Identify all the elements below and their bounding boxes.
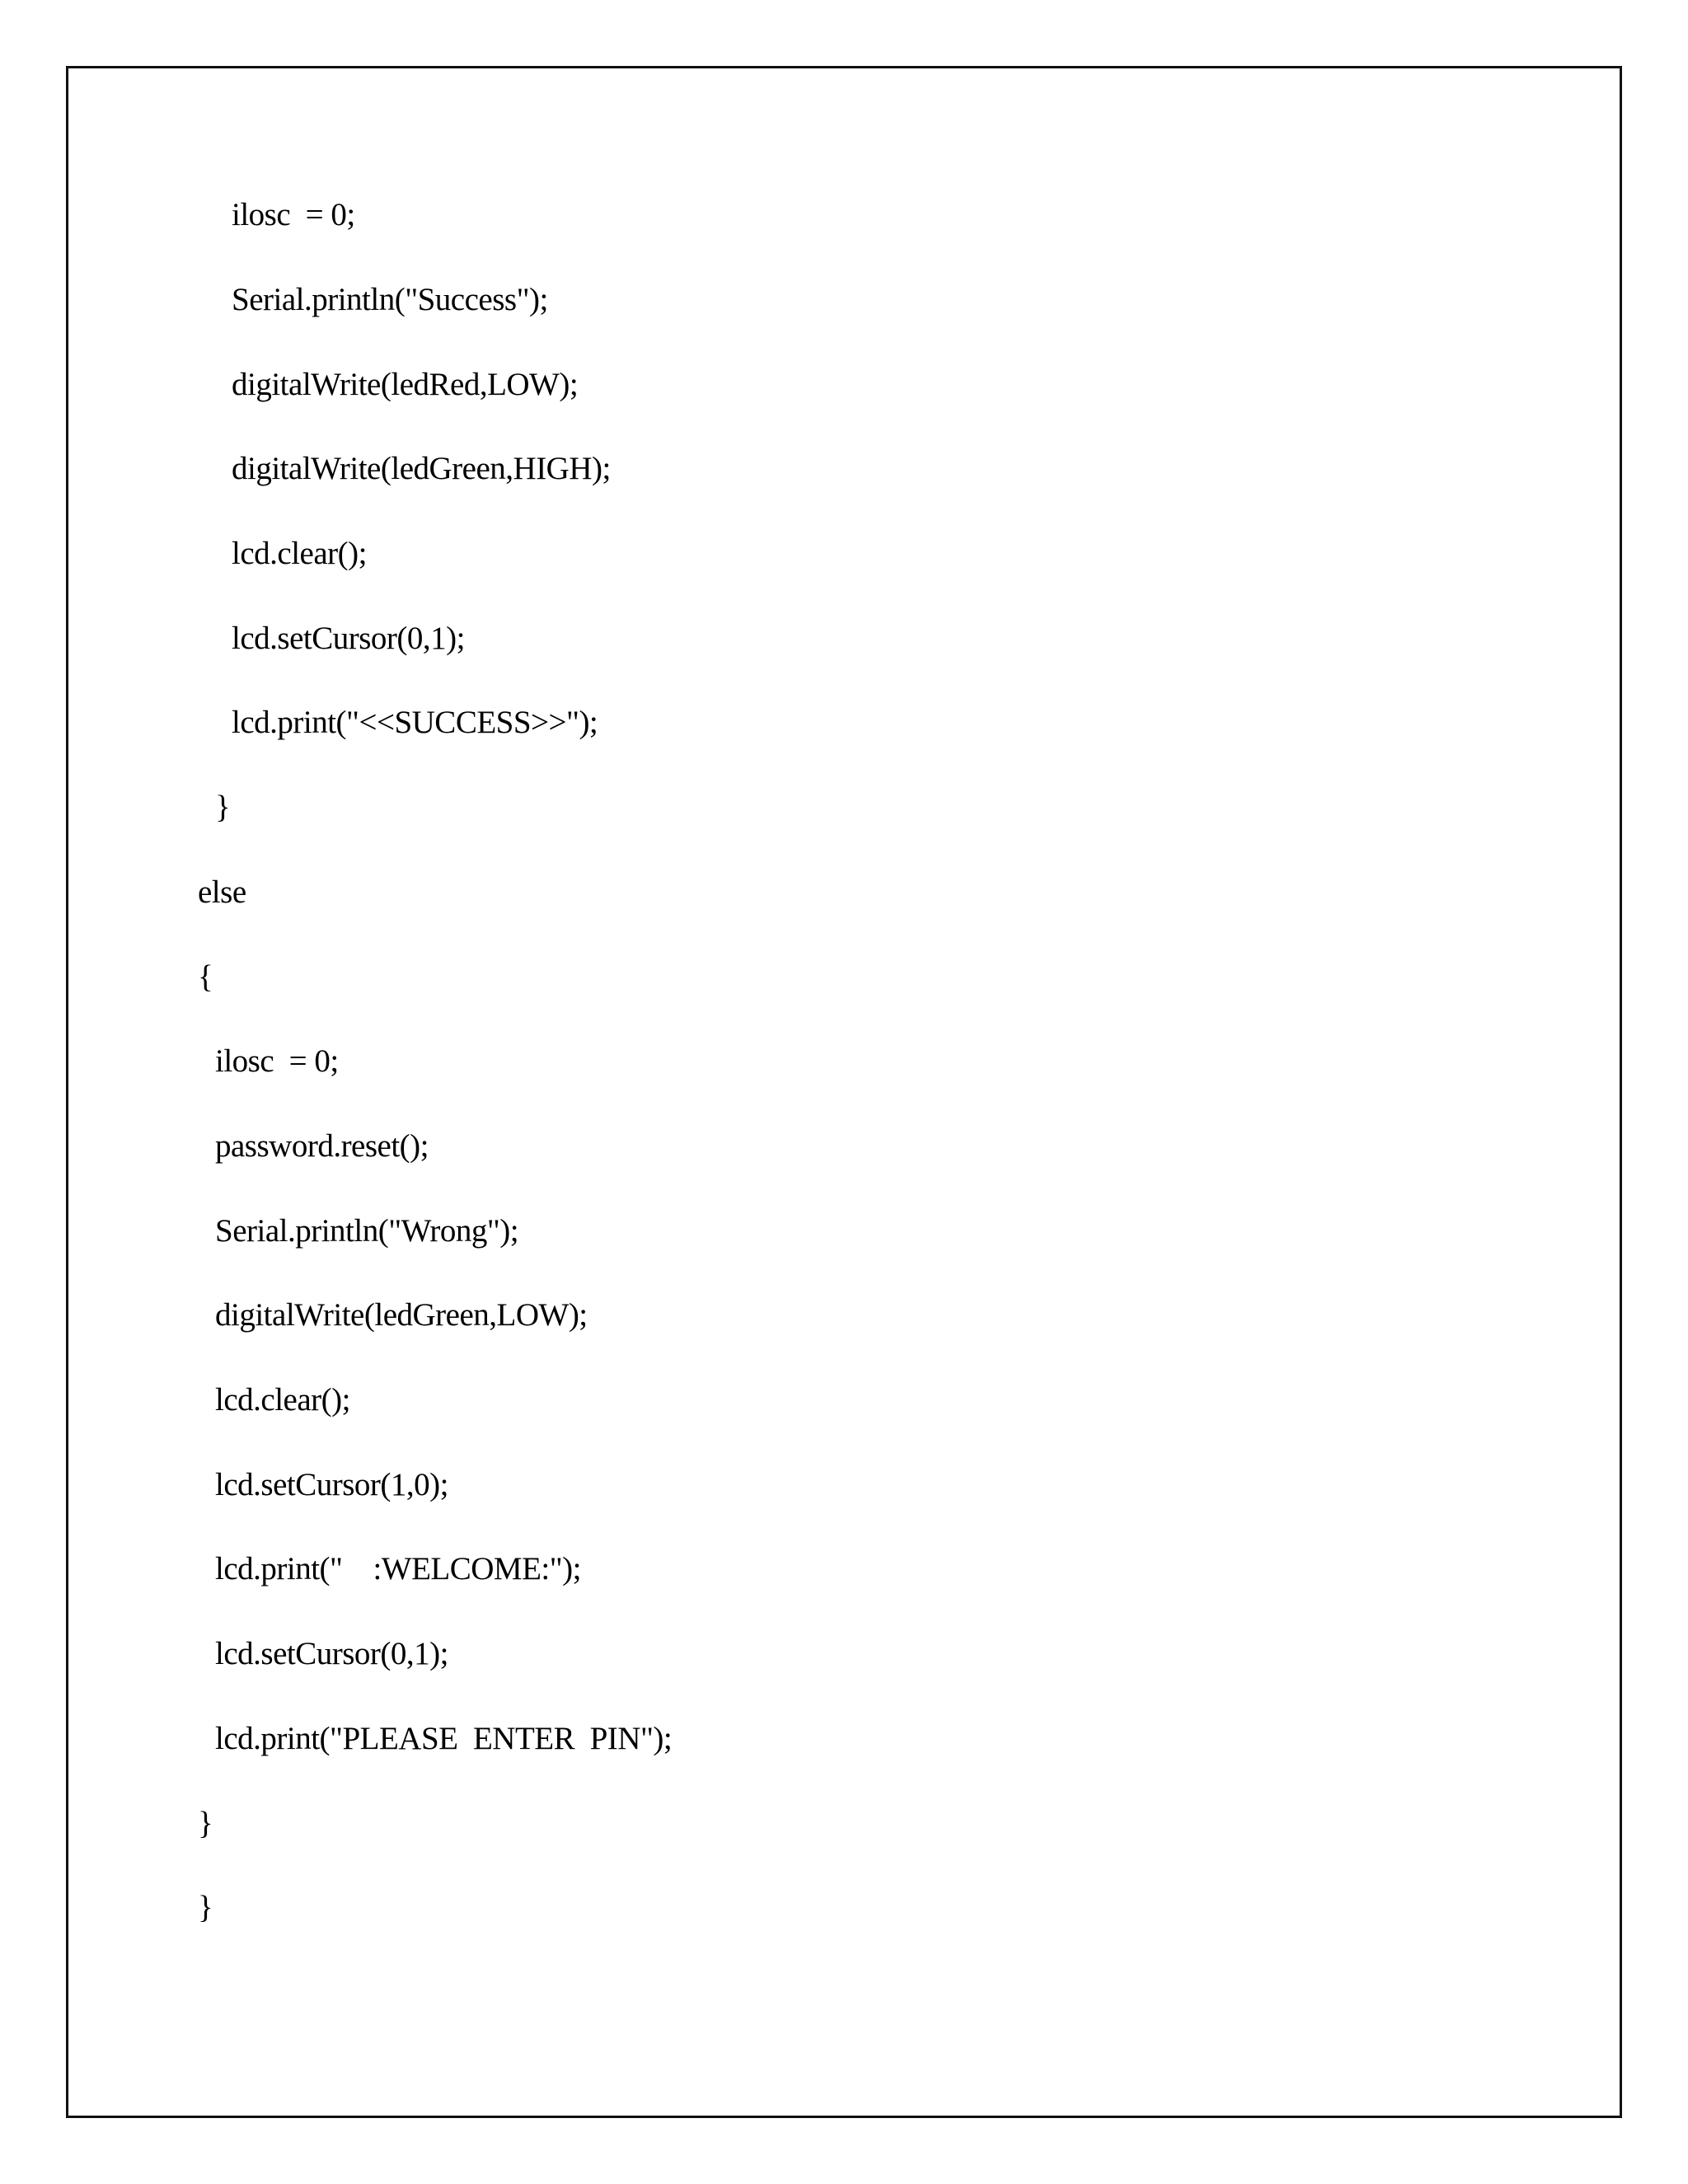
code-line: lcd.print("<<SUCCESS>>"); <box>232 705 598 740</box>
code-line: } <box>198 1806 213 1841</box>
code-line: } <box>198 1890 213 1925</box>
code-line: lcd.setCursor(0,1); <box>215 1636 448 1671</box>
code-line: else <box>198 874 246 910</box>
code-line: lcd.setCursor(0,1); <box>232 621 465 656</box>
code-line: digitalWrite(ledGreen,HIGH); <box>232 451 611 486</box>
code-line: ilosc = 0; <box>215 1043 339 1079</box>
code-line: { <box>198 959 213 995</box>
code-line: password.reset(); <box>215 1128 429 1164</box>
code-line: lcd.clear(); <box>215 1382 350 1418</box>
code-line: Serial.println("Wrong"); <box>215 1213 519 1249</box>
code-line: ilosc = 0; <box>232 197 355 232</box>
code-line: lcd.clear(); <box>232 536 367 571</box>
code-line: lcd.setCursor(1,0); <box>215 1467 448 1502</box>
code-line: } <box>215 790 231 825</box>
code-line: digitalWrite(ledGreen,LOW); <box>215 1297 588 1333</box>
code-line: Serial.println("Success"); <box>232 282 548 317</box>
code-line: lcd.print(" :WELCOME:"); <box>215 1551 582 1586</box>
code-line: digitalWrite(ledRed,LOW); <box>232 367 579 402</box>
code-line: lcd.print("PLEASE ENTER PIN"); <box>215 1721 673 1756</box>
